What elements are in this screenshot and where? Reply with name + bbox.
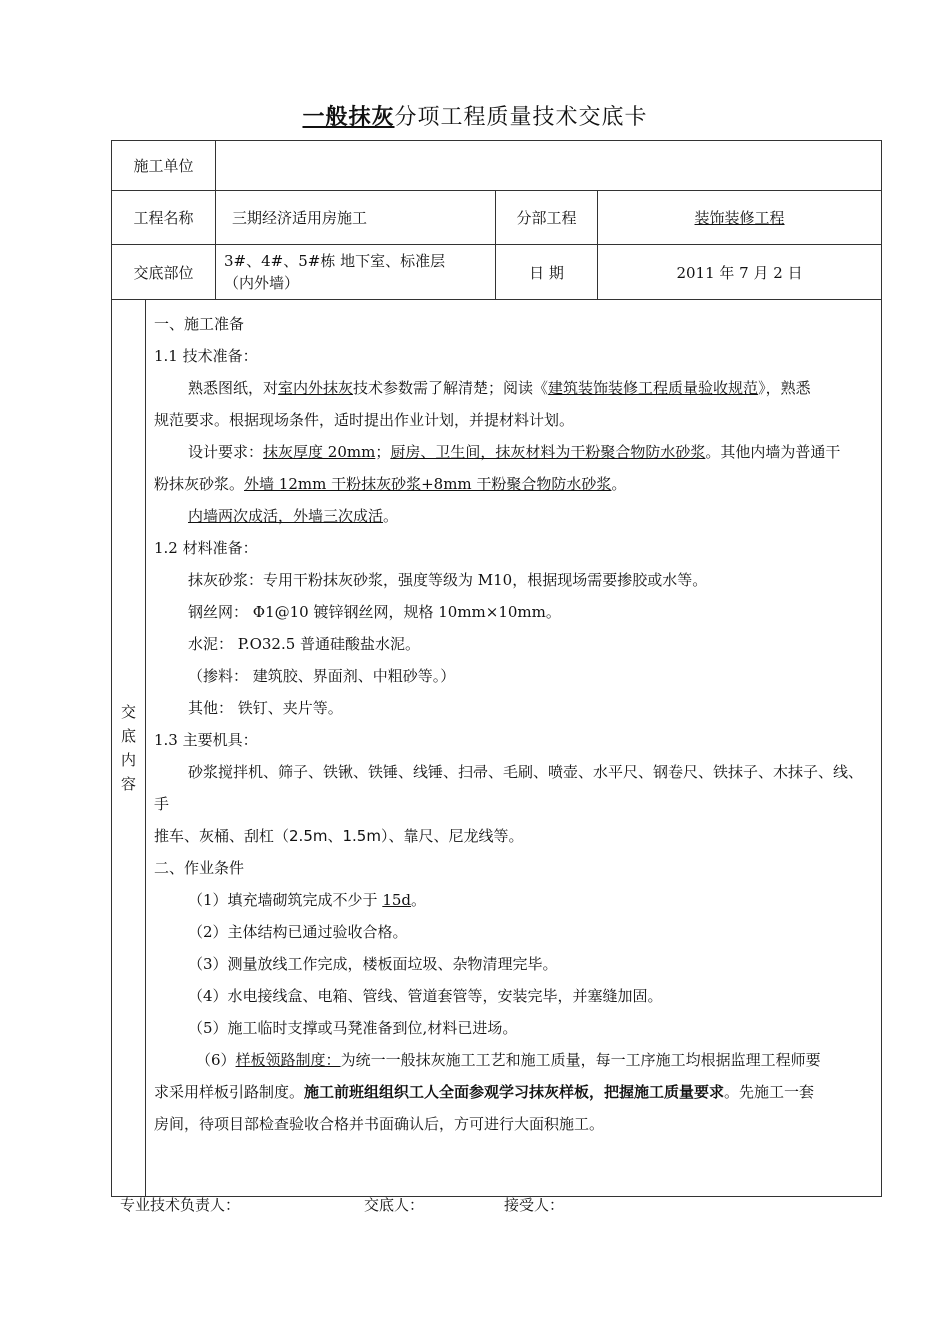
side-char: 交 bbox=[120, 703, 136, 721]
section-heading: 二、作业条件 bbox=[154, 859, 245, 877]
side-char: 容 bbox=[120, 775, 136, 793]
list-item: （5）施工临时支撑或马凳准备到位,材料已进场。 bbox=[188, 1019, 518, 1037]
list-item: 其他： 铁钉、夹片等。 bbox=[188, 699, 343, 717]
disclosure-card-table bbox=[111, 140, 882, 1197]
row-project bbox=[112, 191, 882, 245]
division-value: 装饰装修工程 bbox=[598, 191, 882, 245]
list-item: （掺料： 建筑胶、界面剂、中粗砂等。） bbox=[188, 667, 456, 685]
list-item: （3）测量放线工作完成，楼板面垃圾、杂物清理完毕。 bbox=[188, 955, 558, 973]
side-label bbox=[112, 300, 146, 1197]
list-item: （1）填充墙砌筑完成不少于 15d。 bbox=[188, 891, 427, 909]
date-value: 2011 年 7 月 2 日 bbox=[598, 245, 882, 300]
list-item: 水泥： P.O32.5 普通硅酸盐水泥。 bbox=[188, 635, 421, 653]
subsection-heading: 1.3 主要机具： bbox=[154, 731, 258, 749]
side-char: 内 bbox=[120, 751, 136, 769]
project-value: 三期经济适用房施工 bbox=[216, 191, 496, 245]
paragraph: 内墙两次成活，外墙三次成活。 bbox=[188, 507, 399, 525]
list-item: （2）主体结构已通过验收合格。 bbox=[188, 923, 408, 941]
part-value-line2: （内外墙） bbox=[224, 274, 300, 292]
discloser-label: 交底人： bbox=[364, 1196, 425, 1214]
paragraph: 房间，待项目部检查验收合格并书面确认后，方可进行大面积施工。 bbox=[154, 1115, 605, 1133]
subsection-heading: 1.2 材料准备： bbox=[154, 539, 258, 557]
receiver-label: 接受人： bbox=[504, 1196, 565, 1214]
date-label: 日 期 bbox=[496, 245, 598, 300]
disclosure-content bbox=[146, 300, 882, 1197]
row-construction-unit bbox=[112, 141, 882, 191]
list-item: 抹灰砂浆：专用干粉抹灰砂浆，强度等级为 M10，根据现场需要掺胶或水等。 bbox=[188, 571, 708, 589]
unit-value bbox=[216, 141, 882, 191]
subsection-heading: 1.1 技术准备： bbox=[154, 347, 258, 365]
side-char: 底 bbox=[120, 727, 136, 745]
paragraph: 推车、灰桶、刮杠（2.5m、1.5m）、靠尺、尼龙线等。 bbox=[154, 827, 524, 845]
paragraph: 设计要求：抹灰厚度 20mm；厨房、卫生间，抹灰材料为干粉聚合物防水砂浆。其他内墙为普通干 bbox=[188, 443, 841, 461]
title-emphasis: 一般抹灰 bbox=[302, 105, 395, 130]
unit-label: 施工单位 bbox=[112, 141, 216, 191]
paragraph: 砂浆搅拌机、筛子、铁锹、铁锤、线锤、扫帚、毛刷、喷壶、水平尺、钢卷尺、铁抹子、木抹子、线、手 bbox=[154, 763, 864, 813]
title-rest: 分项工程质量技术交底卡 bbox=[394, 105, 648, 130]
paragraph: 熟悉图纸，对室内外抹灰技术参数需了解清楚；阅读《建筑装饰装修工程质量验收规范》，熟悉 bbox=[188, 379, 811, 397]
row-part bbox=[112, 245, 882, 300]
row-content bbox=[112, 300, 882, 1197]
part-label: 交底部位 bbox=[112, 245, 216, 300]
paragraph: 粉抹灰砂浆。外墙 12mm 干粉抹灰砂浆+8mm 干粉聚合物防水砂浆。 bbox=[154, 475, 627, 493]
division-label: 分部工程 bbox=[496, 191, 598, 245]
paragraph: 求采用样板引路制度。施工前班组组织工人全面参观学习抹灰样板，把握施工质量要求。先施工一套 bbox=[154, 1083, 815, 1101]
list-item: 钢丝网： Φ1@10 镀锌钢丝网，规格 10mm×10mm。 bbox=[188, 603, 561, 621]
section-heading: 一、施工准备 bbox=[154, 315, 245, 333]
project-label: 工程名称 bbox=[112, 191, 216, 245]
tech-lead-label: 专业技术负责人： bbox=[120, 1196, 241, 1214]
part-value bbox=[216, 245, 496, 300]
part-value-line1: 3#、4#、5#栋 地下室、标准层 bbox=[224, 252, 446, 270]
list-item: （6）样板领路制度：为统一一般抹灰施工工艺和施工质量，每一工序施工均根据监理工程师要 bbox=[196, 1051, 821, 1069]
paragraph: 规范要求。根据现场条件，适时提出作业计划，并提材料计划。 bbox=[154, 411, 575, 429]
list-item: （4）水电接线盒、电箱、管线、管道套管等，安装完毕，并塞缝加固。 bbox=[188, 987, 663, 1005]
document-title bbox=[0, 100, 950, 131]
